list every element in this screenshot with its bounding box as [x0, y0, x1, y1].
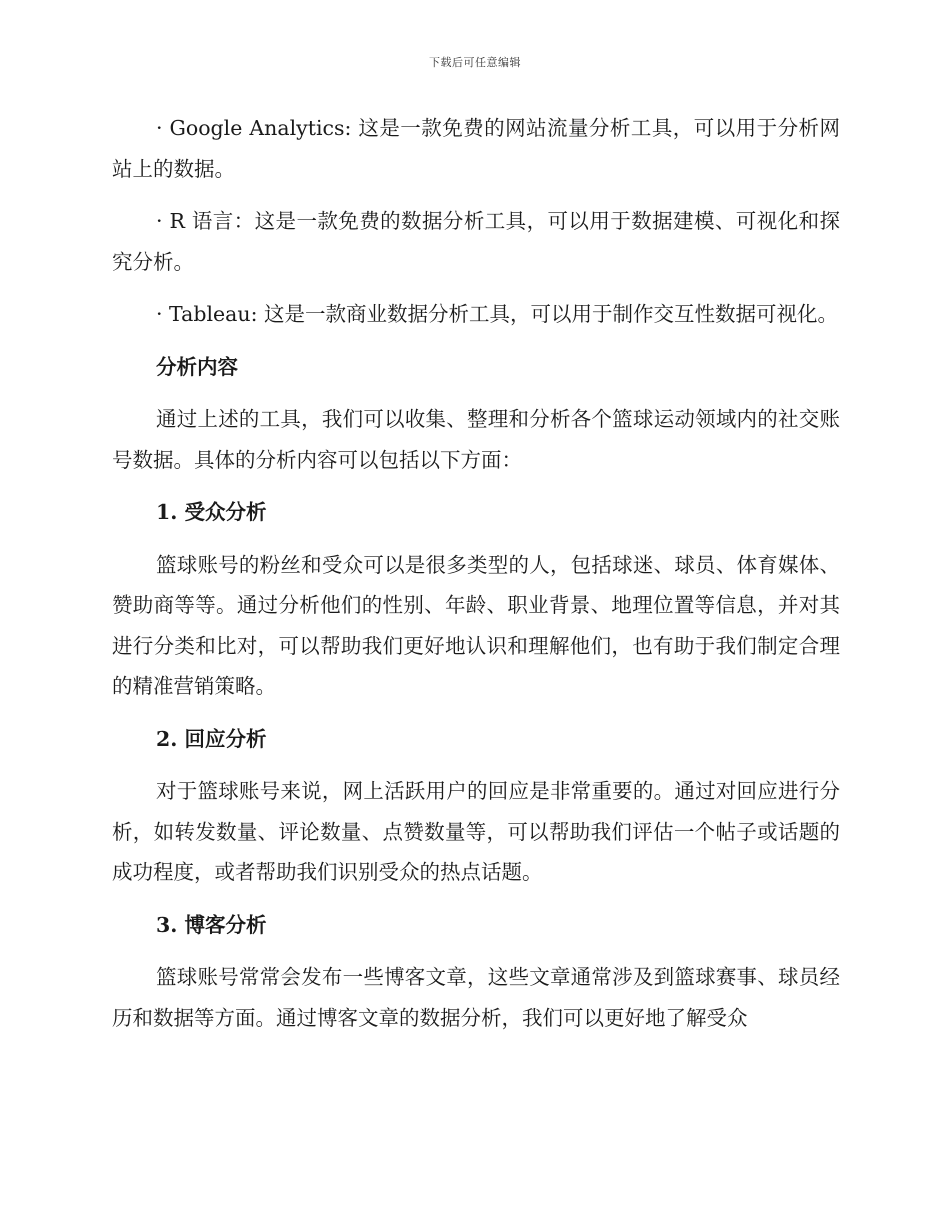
paragraph-google-analytics: · Google Analytics: 这是一款免费的网站流量分析工具，可以用于分析网站上的数据。 [112, 116, 840, 181]
section-heading-analysis-content: 分析内容 [156, 354, 238, 379]
subheading-audience-analysis: 1. 受众分析 [156, 500, 267, 524]
paragraph-tableau: · Tableau: 这是一款商业数据分析工具，可以用于制作交互性数据可视化。 [156, 302, 838, 326]
header-note: 下载后可任意编辑 [429, 56, 521, 69]
subheading-response-analysis: 2. 回应分析 [156, 726, 267, 751]
subheading-blog-analysis: 3. 博客分析 [156, 912, 267, 937]
paragraph-audience-analysis: 篮球账号的粉丝和受众可以是很多类型的人，包括球迷、球员、体育媒体、赞助商等等。通过分析他们的性别、年龄、职业背景、地理位置等信息，并对其进行分类和比对，可以帮助我们更好地认识和理解他们，也有助于我们制定合理的精准营销策略。 [112, 552, 840, 698]
paragraph-r-language: · R 语言：这是一款免费的数据分析工具，可以用于数据建模、可视化和探究分析。 [112, 209, 840, 274]
document-body [112, 108, 840, 1038]
paragraph-analysis-intro: 通过上述的工具，我们可以收集、整理和分析各个篮球运动领域内的社交账号数据。具体的分析内容可以包括以下方面： [112, 407, 840, 472]
paragraph-response-analysis: 对于篮球账号来说，网上活跃用户的回应是非常重要的。通过对回应进行分析，如转发数量、评论数量、点赞数量等，可以帮助我们评估一个帖子或话题的成功程度，或者帮助我们识别受众的热点话题。 [112, 779, 840, 884]
paragraph-blog-analysis: 篮球账号常常会发布一些博客文章，这些文章通常涉及到篮球赛事、球员经历和数据等方面。通过博客文章的数据分析，我们可以更好地了解受众 [112, 965, 840, 1030]
